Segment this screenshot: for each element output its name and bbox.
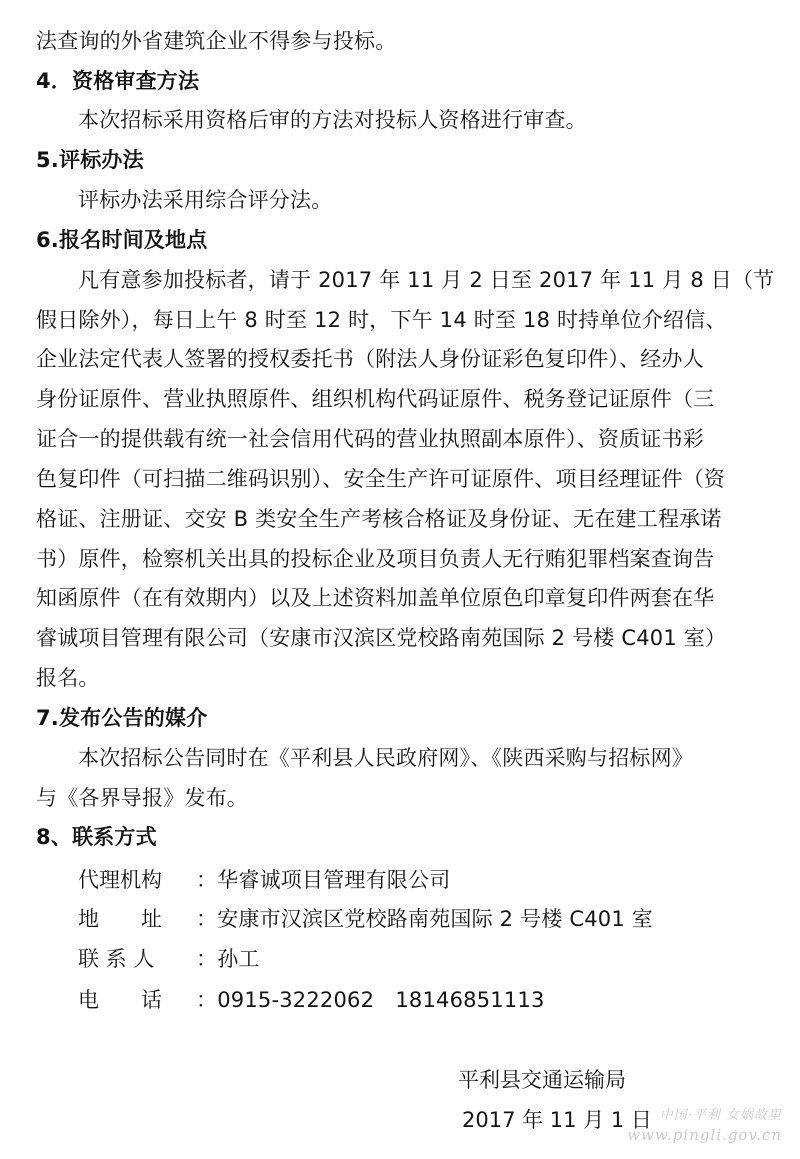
text-line: 凡有意参加投标者，请于 2017 年 11 月 2 日至 2017 年 11 月 8 日（节 xyxy=(78,268,775,292)
section-heading-qualification: 4．资格审查方法 xyxy=(36,69,200,93)
contact-value: 华睿诚项目管理有限公司 xyxy=(217,868,451,892)
contact-person-row xyxy=(78,945,260,973)
contact-label: 联 系 人 xyxy=(78,947,155,971)
text-line: 本次招标采用资格后审的方法对投标人资格进行审查。 xyxy=(78,108,587,132)
text-line: 知函原件（在有效期内）以及上述资料加盖单位原色印章复印件两套在华 xyxy=(36,586,715,610)
text-line: 书）原件，检察机关出具的投标企业及项目负责人无行贿犯罪档案查询告 xyxy=(36,547,715,571)
contact-label: 电 话 xyxy=(78,988,162,1012)
watermark-slogan: 中国·平利 女娲故里 xyxy=(659,1108,782,1123)
text-line: 法查询的外省建筑企业不得参与投标。 xyxy=(36,29,397,53)
section-heading-evaluation: 5.评标办法 xyxy=(36,148,144,172)
text-line: 本次招标公告同时在《平利县人民政府网》、《陕西采购与招标网》 xyxy=(78,746,693,770)
text-line: 评标办法采用综合评分法。 xyxy=(78,188,333,212)
contact-separator: ： xyxy=(196,988,218,1012)
contact-value: 安康市汉滨区党校路南苑国际 2 号楼 C401 室 xyxy=(217,907,654,931)
section-heading-registration: 6.报名时间及地点 xyxy=(36,228,208,252)
contact-separator: ： xyxy=(196,907,218,931)
text-line: 报名。 xyxy=(36,666,100,690)
contact-separator: ： xyxy=(196,868,218,892)
signature-date: 2017 年 11 月 1 日 xyxy=(462,1108,652,1132)
contact-separator: ： xyxy=(196,947,218,971)
contact-address-row xyxy=(78,905,653,933)
text-line: 企业法定代表人签署的授权委托书（附法人身份证彩色复印件）、经办人 xyxy=(36,347,704,371)
text-line: 色复印件（可扫描二维码识别）、安全生产许可证原件、项目经理证件（资 xyxy=(36,467,726,491)
text-line: 身份证原件、营业执照原件、组织机构代码证原件、税务登记证原件（三 xyxy=(36,387,715,411)
contact-agency-row xyxy=(78,866,450,894)
contact-label: 地 址 xyxy=(78,907,162,931)
contact-phone-row xyxy=(78,986,545,1014)
section-heading-media: 7.发布公告的媒介 xyxy=(36,706,208,730)
text-line: 睿诚项目管理有限公司（安康市汉滨区党校路南苑国际 2 号楼 C401 室） xyxy=(36,626,727,650)
text-line: 假日除外），每日上午 8 时至 12 时，下午 14 时至 18 时持单位介绍信、 xyxy=(36,308,727,332)
text-line: 格证、注册证、交安 B 类安全生产考核合格证及身份证、无在建工程承诺 xyxy=(36,507,722,531)
contact-value: 孙工 xyxy=(217,947,260,971)
watermark-url: www.pingli.gov.cn xyxy=(627,1126,782,1144)
contact-label: 代理机构 xyxy=(78,868,162,892)
text-line: 证合一的提供载有统一社会信用代码的营业执照副本原件）、资质证书彩 xyxy=(36,427,704,451)
signature-org: 平利县交通运输局 xyxy=(458,1068,626,1092)
section-heading-contact: 8、联系方式 xyxy=(36,825,157,849)
text-line: 与《各界导报》发布。 xyxy=(36,786,248,810)
contact-value: 0915-3222062 18146851113 xyxy=(217,988,545,1012)
